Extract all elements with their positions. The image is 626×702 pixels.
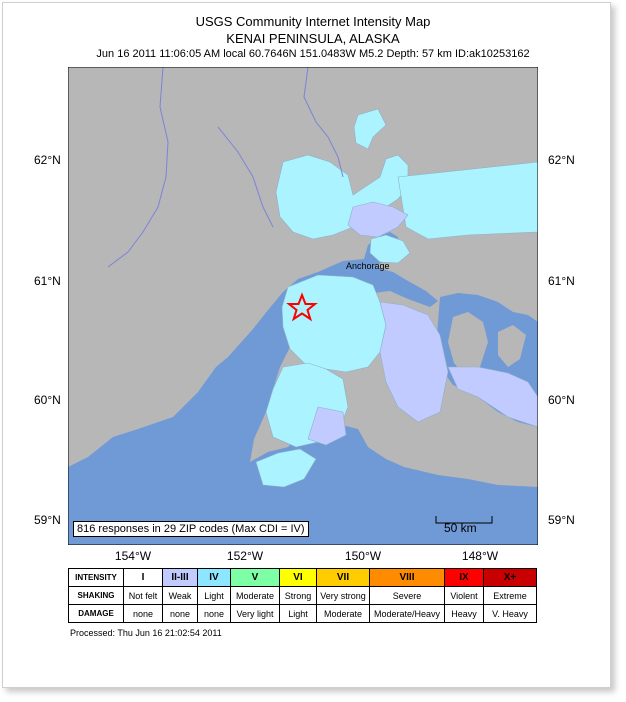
legend-damage-cell: none xyxy=(198,605,231,623)
legend-shaking-cell: Moderate xyxy=(231,587,280,605)
legend-damage-cell: Moderate xyxy=(317,605,370,623)
lat-label-59-right: 59°N xyxy=(548,513,575,527)
event-info: Jun 16 2011 11:06:05 AM local 60.7646N 151.0483W M5.2 Depth: 57 km ID:ak10253162 xyxy=(96,48,530,60)
processed-timestamp: Processed: Thu Jun 16 21:02:54 2011 xyxy=(70,628,222,638)
legend-damage-cell: Heavy xyxy=(445,605,484,623)
intensity-map[interactable] xyxy=(68,67,538,545)
legend-damage-cell: Very light xyxy=(231,605,280,623)
legend-shaking-cell: Light xyxy=(198,587,231,605)
legend-shaking-row xyxy=(69,587,537,605)
responses-summary: 816 responses in 29 ZIP codes (Max CDI = IV) xyxy=(73,521,309,537)
legend-shaking-cell: Violent xyxy=(445,587,484,605)
legend-damage-cell: none xyxy=(163,605,198,623)
lat-label-61-right: 61°N xyxy=(548,274,575,288)
legend-damage-cell: Light xyxy=(280,605,317,623)
lat-label-60-left: 60°N xyxy=(34,393,61,407)
legend-header: INTENSITY xyxy=(69,569,124,587)
legend-shaking-cell: Very strong xyxy=(317,587,370,605)
lon-label-154: 154°W xyxy=(114,549,152,563)
lat-label-59-left: 59°N xyxy=(34,513,61,527)
legend-intensity-row xyxy=(69,569,537,587)
intensity-legend xyxy=(68,568,537,623)
legend-intensity-cell: VIII xyxy=(370,569,445,587)
legend-header: DAMAGE xyxy=(69,605,124,623)
legend-intensity-cell: IV xyxy=(198,569,231,587)
legend-intensity-cell: VII xyxy=(317,569,370,587)
legend-shaking-cell: Severe xyxy=(370,587,445,605)
city-label-anchorage: Anchorage xyxy=(346,261,390,271)
legend-shaking-cell: Extreme xyxy=(484,587,537,605)
lon-label-150: 150°W xyxy=(344,549,382,563)
legend-damage-row xyxy=(69,605,537,623)
map-title: USGS Community Internet Intensity Map xyxy=(195,14,431,29)
scale-label: 50 km xyxy=(444,521,477,535)
region-title: KENAI PENINSULA, ALASKA xyxy=(226,31,400,46)
lat-label-60-right: 60°N xyxy=(548,393,575,407)
legend-intensity-cell: X+ xyxy=(484,569,537,587)
legend-shaking-cell: Weak xyxy=(163,587,198,605)
legend-intensity-cell: I xyxy=(124,569,163,587)
legend-shaking-cell: Strong xyxy=(280,587,317,605)
legend-shaking-cell: Not felt xyxy=(124,587,163,605)
legend-intensity-cell: IX xyxy=(445,569,484,587)
legend-damage-cell: V. Heavy xyxy=(484,605,537,623)
legend-damage-cell: Moderate/Heavy xyxy=(370,605,445,623)
legend-intensity-cell: VI xyxy=(280,569,317,587)
lat-label-62-left: 62°N xyxy=(34,153,61,167)
lat-label-61-left: 61°N xyxy=(34,274,61,288)
legend-damage-cell: none xyxy=(124,605,163,623)
legend-intensity-cell: II-III xyxy=(163,569,198,587)
lon-label-152: 152°W xyxy=(226,549,264,563)
legend-header: SHAKING xyxy=(69,587,124,605)
lat-label-62-right: 62°N xyxy=(548,153,575,167)
legend-intensity-cell: V xyxy=(231,569,280,587)
lon-label-148: 148°W xyxy=(461,549,499,563)
